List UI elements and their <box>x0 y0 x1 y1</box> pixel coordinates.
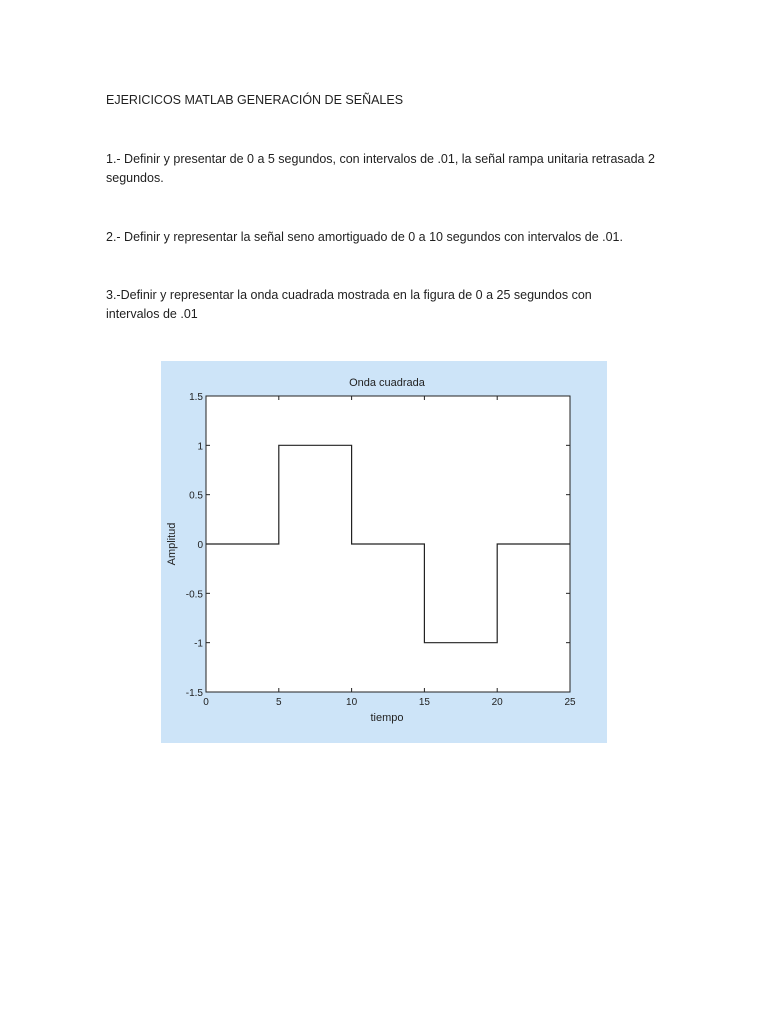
y-tick-label: -0.5 <box>185 589 203 601</box>
x-tick-label: 0 <box>203 697 209 708</box>
square-wave-figure <box>161 361 607 743</box>
y-tick-label: 1.5 <box>189 392 203 403</box>
x-tick-label: 10 <box>346 697 358 708</box>
y-tick-label: -1 <box>194 638 203 650</box>
chart-xlabel: tiempo <box>370 712 404 724</box>
document-title: EJERICICOS MATLAB GENERACIÓN DE SEÑALES <box>106 93 404 107</box>
chart-title: Onda cuadrada <box>349 377 425 389</box>
chart-ylabel: Amplitud <box>166 522 178 566</box>
y-tick-label: 0 <box>197 540 203 551</box>
exercise-1: 1.- Definir y presentar de 0 a 5 segundos, con intervalos de .01, la señal rampa unitaria retrasada 2 segundos. <box>106 152 655 185</box>
y-tick-label: -1.5 <box>185 688 203 699</box>
exercise-3: 3.-Definir y representar la onda cuadrada mostrada en la figura de 0 a 25 segundos con intervalos de .01 <box>106 288 592 321</box>
y-tick-label: 1 <box>197 441 203 453</box>
y-tick-label: 0.5 <box>189 490 203 502</box>
square-wave-chart <box>161 361 607 743</box>
x-tick-label: 5 <box>276 697 282 708</box>
x-tick-label: 20 <box>491 697 503 708</box>
x-tick-label: 25 <box>564 697 576 708</box>
exercise-2: 2.- Definir y representar la señal seno amortiguado de 0 a 10 segundos con intervalos de .01. <box>106 230 623 244</box>
x-tick-label: 15 <box>418 697 430 708</box>
